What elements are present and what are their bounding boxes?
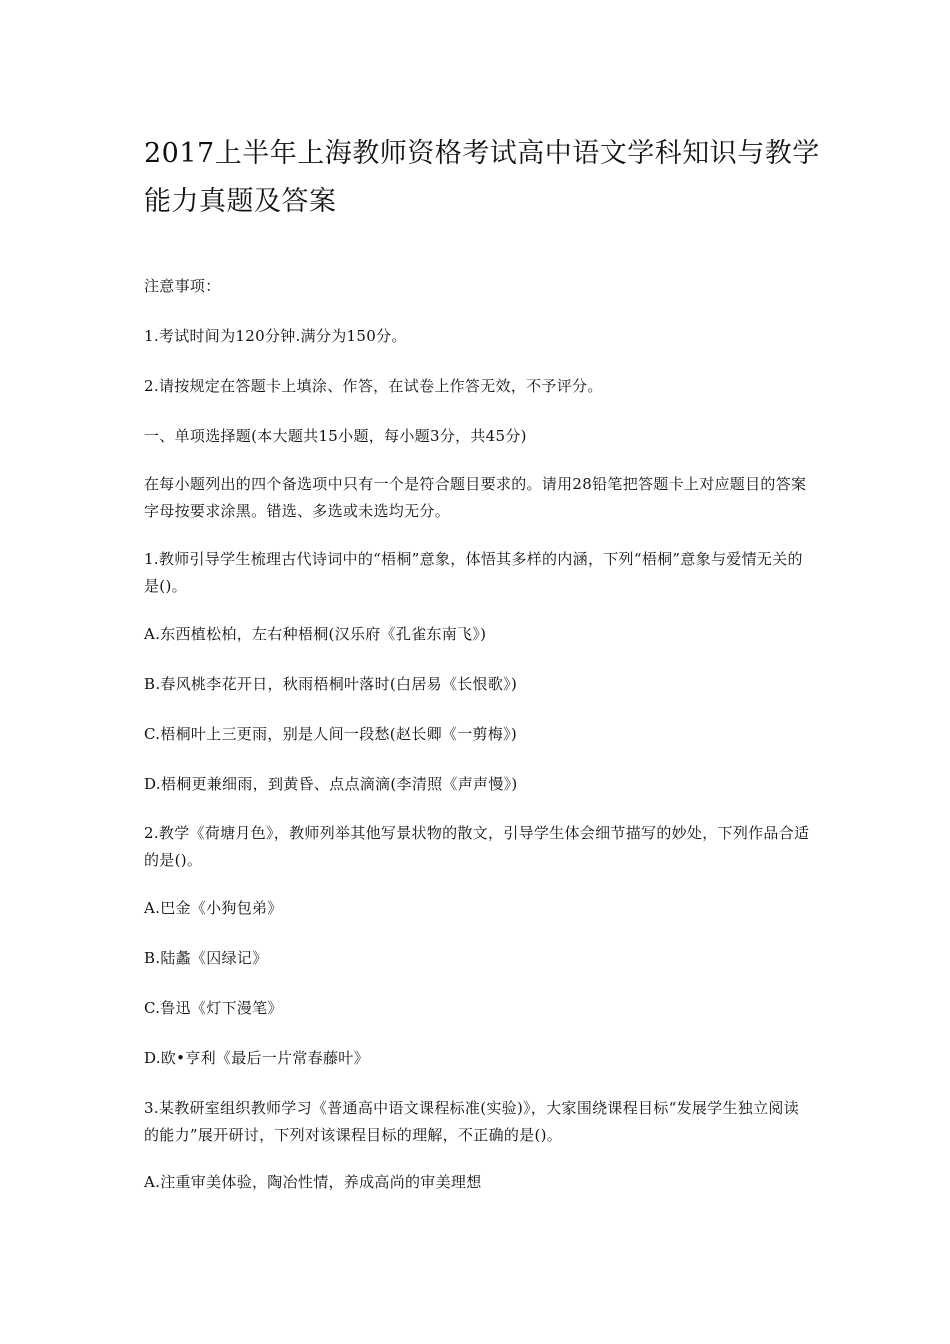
question-option: C.鲁迅《灯下漫笔》: [144, 999, 283, 1017]
question-option: A.东西植松柏，左右种梧桐(汉乐府《孔雀东南飞》): [144, 625, 487, 643]
question-option: B.陆蠡《囚绿记》: [144, 949, 268, 967]
question-stem: 1.教师引导学生梳理古代诗词中的“梧桐”意象，体悟其多样的内涵，下列“梧桐”意象与爱情无关的是()。: [144, 550, 803, 595]
question-stem: 3.某教研室组织教师学习《普通高中语文课程标准(实验)》，大家围绕课程目标“发展学生独立阅读的能力”展开研讨，下列对该课程目标的理解，不正确的是()。: [144, 1099, 799, 1144]
question-option: A.注重审美体验，陶冶性情，养成高尚的审美理想: [144, 1173, 482, 1191]
document-title: 2017上半年上海教师资格考试高中语文学科知识与教学能力真题及答案: [144, 138, 820, 217]
notes-heading: 注意事项：: [144, 277, 221, 295]
note-item: 1.考试时间为120分钟.满分为150分。: [144, 327, 407, 345]
question-option: B.春风桃李花开日，秋雨梧桐叶落时(白居易《长恨歌》): [144, 675, 518, 693]
question-option: C.梧桐叶上三更雨，别是人间一段愁(赵长卿《一剪梅》): [144, 725, 518, 743]
section-instructions: 在每小题列出的四个备选项中只有一个是符合题目要求的。请用28铅笔把答题卡上对应题目的答案字母按要求涂黑。错选、多选或未选均无分。: [144, 475, 807, 520]
question-option: D.梧桐更兼细雨，到黄昏、点点滴滴(李清照《声声慢》): [144, 775, 518, 793]
question-option: D.欧•亨利《最后一片常春藤叶》: [144, 1049, 369, 1067]
section-heading: 一、单项选择题(本大题共15小题，每小题3分，共45分): [144, 427, 527, 445]
question-option: A.巴金《小狗包弟》: [144, 899, 283, 917]
question-stem: 2.教学《荷塘月色》，教师列举其他写景状物的散文，引导学生体会细节描写的妙处，下列作品合适的是()。: [144, 824, 810, 869]
note-item: 2.请按规定在答题卡上填涂、作答，在试卷上作答无效，不予评分。: [144, 377, 603, 395]
